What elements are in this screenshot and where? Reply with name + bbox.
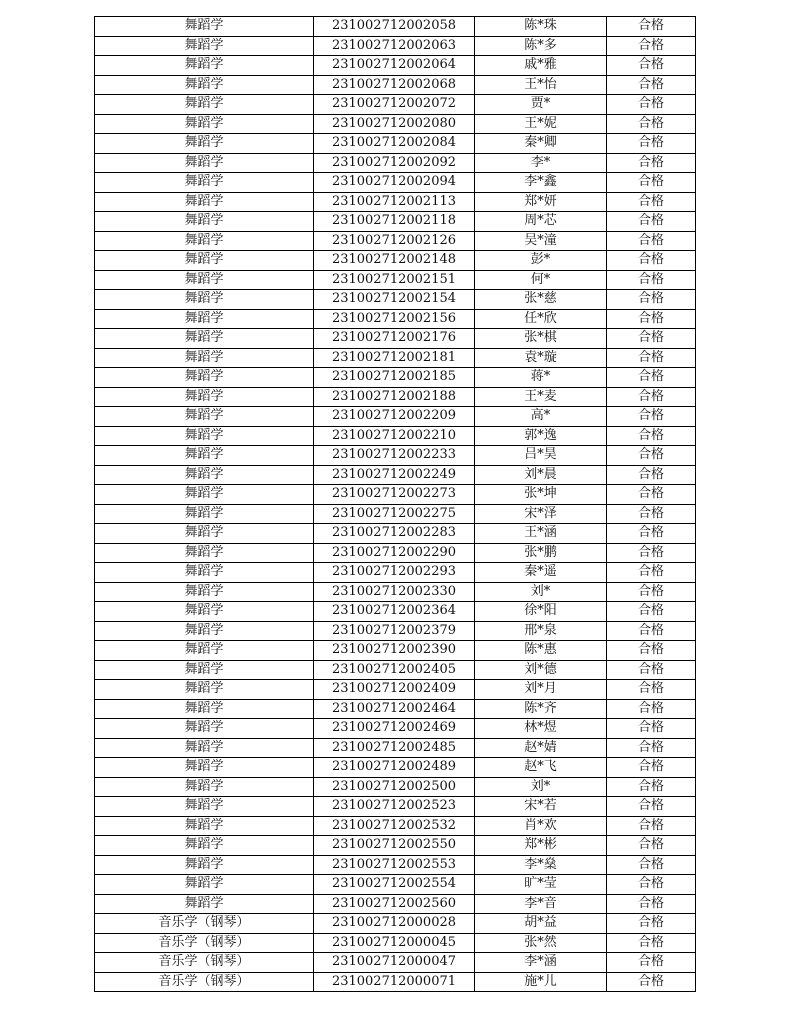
result-cell: 合格 [607,563,696,583]
result-cell: 合格 [607,602,696,622]
candidate-name-cell: 郑*妍 [475,192,607,212]
candidate-name-cell: 秦*卿 [475,134,607,154]
result-cell: 合格 [607,368,696,388]
exam-number-cell: 231002712002554 [314,875,475,895]
table-row [95,75,696,95]
major-cell: 舞蹈学 [95,875,314,895]
exam-number-cell: 231002712002063 [314,36,475,56]
major-cell: 舞蹈学 [95,602,314,622]
table-row [95,17,696,37]
table-row [95,426,696,446]
table-row [95,95,696,115]
result-cell: 合格 [607,894,696,914]
table-row [95,368,696,388]
table-row [95,153,696,173]
major-cell: 舞蹈学 [95,582,314,602]
result-cell: 合格 [607,816,696,836]
table-row [95,407,696,427]
exam-number-cell: 231002712002154 [314,290,475,310]
result-cell: 合格 [607,446,696,466]
table-row [95,875,696,895]
table-row [95,504,696,524]
major-cell: 舞蹈学 [95,173,314,193]
major-cell: 舞蹈学 [95,114,314,134]
exam-number-cell: 231002712002072 [314,95,475,115]
table-row [95,173,696,193]
table-row [95,56,696,76]
candidate-name-cell: 陈*珠 [475,17,607,37]
table-row [95,894,696,914]
major-cell: 舞蹈学 [95,56,314,76]
candidate-name-cell: 肖*欢 [475,816,607,836]
exam-number-cell: 231002712002275 [314,504,475,524]
table-row [95,524,696,544]
exam-number-cell: 231002712002210 [314,426,475,446]
candidate-name-cell: 刘*月 [475,680,607,700]
result-cell: 合格 [607,972,696,992]
exam-number-cell: 231002712002064 [314,56,475,76]
major-cell: 舞蹈学 [95,95,314,115]
candidate-name-cell: 陈*惠 [475,641,607,661]
candidate-name-cell: 彭* [475,251,607,271]
table-row [95,758,696,778]
candidate-name-cell: 李* [475,153,607,173]
candidate-name-cell: 施*儿 [475,972,607,992]
table-row [95,972,696,992]
major-cell: 舞蹈学 [95,348,314,368]
exam-number-cell: 231002712002283 [314,524,475,544]
table-row [95,231,696,251]
candidate-name-cell: 吕*昊 [475,446,607,466]
result-cell: 合格 [607,758,696,778]
table-row [95,602,696,622]
candidate-name-cell: 刘*晨 [475,465,607,485]
result-cell: 合格 [607,407,696,427]
candidate-name-cell: 刘*德 [475,660,607,680]
exam-number-cell: 231002712002523 [314,797,475,817]
major-cell: 舞蹈学 [95,407,314,427]
major-cell: 舞蹈学 [95,524,314,544]
result-cell: 合格 [607,309,696,329]
exam-number-cell: 231002712002469 [314,719,475,739]
candidate-name-cell: 刘* [475,582,607,602]
table-row [95,680,696,700]
exam-number-cell: 231002712002092 [314,153,475,173]
major-cell: 舞蹈学 [95,309,314,329]
exam-number-cell: 231002712002209 [314,407,475,427]
candidate-name-cell: 戚*雅 [475,56,607,76]
major-cell: 舞蹈学 [95,504,314,524]
major-cell: 舞蹈学 [95,660,314,680]
major-cell: 舞蹈学 [95,699,314,719]
major-cell: 舞蹈学 [95,758,314,778]
major-cell: 舞蹈学 [95,816,314,836]
exam-number-cell: 231002712002185 [314,368,475,388]
table-row [95,836,696,856]
table-row [95,348,696,368]
major-cell: 音乐学（钢琴） [95,914,314,934]
major-cell: 音乐学（钢琴） [95,953,314,973]
major-cell: 舞蹈学 [95,797,314,817]
result-cell: 合格 [607,855,696,875]
table-row [95,563,696,583]
candidate-name-cell: 王*怡 [475,75,607,95]
major-cell: 舞蹈学 [95,563,314,583]
candidate-name-cell: 周*芯 [475,212,607,232]
candidate-name-cell: 张*然 [475,933,607,953]
table-row [95,114,696,134]
table-row [95,738,696,758]
table-row [95,660,696,680]
exam-number-cell: 231002712002293 [314,563,475,583]
candidate-name-cell: 张*棋 [475,329,607,349]
major-cell: 舞蹈学 [95,894,314,914]
result-cell: 合格 [607,699,696,719]
table-row [95,797,696,817]
exam-number-cell: 231002712000028 [314,914,475,934]
major-cell: 舞蹈学 [95,719,314,739]
result-cell: 合格 [607,875,696,895]
results-sheet [94,16,696,992]
candidate-name-cell: 李*音 [475,894,607,914]
results-table [94,16,696,992]
major-cell: 音乐学（钢琴） [95,972,314,992]
candidate-name-cell: 林*煜 [475,719,607,739]
candidate-name-cell: 何* [475,270,607,290]
result-cell: 合格 [607,465,696,485]
result-cell: 合格 [607,524,696,544]
result-cell: 合格 [607,290,696,310]
exam-number-cell: 231002712002330 [314,582,475,602]
result-cell: 合格 [607,75,696,95]
result-cell: 合格 [607,680,696,700]
exam-number-cell: 231002712002390 [314,641,475,661]
result-cell: 合格 [607,777,696,797]
table-row [95,329,696,349]
exam-number-cell: 231002712002532 [314,816,475,836]
table-row [95,621,696,641]
exam-number-cell: 231002712002148 [314,251,475,271]
candidate-name-cell: 张*坤 [475,485,607,505]
result-cell: 合格 [607,114,696,134]
table-row [95,582,696,602]
exam-number-cell: 231002712002126 [314,231,475,251]
table-row [95,387,696,407]
exam-number-cell: 231002712002550 [314,836,475,856]
table-row [95,309,696,329]
candidate-name-cell: 王*麦 [475,387,607,407]
result-cell: 合格 [607,641,696,661]
result-cell: 合格 [607,36,696,56]
candidate-name-cell: 郑*彬 [475,836,607,856]
exam-number-cell: 231002712002485 [314,738,475,758]
table-row [95,719,696,739]
result-cell: 合格 [607,251,696,271]
table-row [95,699,696,719]
exam-number-cell: 231002712002273 [314,485,475,505]
exam-number-cell: 231002712002290 [314,543,475,563]
table-row [95,777,696,797]
result-cell: 合格 [607,621,696,641]
exam-number-cell: 231002712000071 [314,972,475,992]
result-cell: 合格 [607,914,696,934]
exam-number-cell: 231002712002188 [314,387,475,407]
major-cell: 舞蹈学 [95,777,314,797]
major-cell: 舞蹈学 [95,36,314,56]
exam-number-cell: 231002712002058 [314,17,475,37]
result-cell: 合格 [607,231,696,251]
exam-number-cell: 231002712002464 [314,699,475,719]
major-cell: 舞蹈学 [95,75,314,95]
candidate-name-cell: 邢*泉 [475,621,607,641]
candidate-name-cell: 袁*璇 [475,348,607,368]
candidate-name-cell: 王*妮 [475,114,607,134]
major-cell: 舞蹈学 [95,251,314,271]
exam-number-cell: 231002712002080 [314,114,475,134]
major-cell: 音乐学（钢琴） [95,933,314,953]
major-cell: 舞蹈学 [95,446,314,466]
exam-number-cell: 231002712002233 [314,446,475,466]
major-cell: 舞蹈学 [95,290,314,310]
candidate-name-cell: 吴*潼 [475,231,607,251]
major-cell: 舞蹈学 [95,543,314,563]
exam-number-cell: 231002712002118 [314,212,475,232]
candidate-name-cell: 任*欣 [475,309,607,329]
result-cell: 合格 [607,192,696,212]
major-cell: 舞蹈学 [95,134,314,154]
result-cell: 合格 [607,56,696,76]
major-cell: 舞蹈学 [95,426,314,446]
major-cell: 舞蹈学 [95,680,314,700]
result-cell: 合格 [607,329,696,349]
candidate-name-cell: 王*涵 [475,524,607,544]
major-cell: 舞蹈学 [95,641,314,661]
result-cell: 合格 [607,426,696,446]
major-cell: 舞蹈学 [95,212,314,232]
result-cell: 合格 [607,153,696,173]
candidate-name-cell: 宋*泽 [475,504,607,524]
table-row [95,543,696,563]
result-cell: 合格 [607,504,696,524]
major-cell: 舞蹈学 [95,855,314,875]
table-row [95,134,696,154]
table-row [95,933,696,953]
candidate-name-cell: 高* [475,407,607,427]
table-row [95,641,696,661]
result-cell: 合格 [607,719,696,739]
exam-number-cell: 231002712002113 [314,192,475,212]
exam-number-cell: 231002712002084 [314,134,475,154]
candidate-name-cell: 赵*婧 [475,738,607,758]
exam-number-cell: 231002712002409 [314,680,475,700]
candidate-name-cell: 贾* [475,95,607,115]
major-cell: 舞蹈学 [95,485,314,505]
exam-number-cell: 231002712002181 [314,348,475,368]
major-cell: 舞蹈学 [95,621,314,641]
table-row [95,953,696,973]
candidate-name-cell: 李*鑫 [475,173,607,193]
exam-number-cell: 231002712002156 [314,309,475,329]
major-cell: 舞蹈学 [95,231,314,251]
candidate-name-cell: 宋*若 [475,797,607,817]
table-row [95,914,696,934]
exam-number-cell: 231002712002151 [314,270,475,290]
result-cell: 合格 [607,17,696,37]
exam-number-cell: 231002712002553 [314,855,475,875]
result-cell: 合格 [607,173,696,193]
result-cell: 合格 [607,134,696,154]
candidate-name-cell: 赵*飞 [475,758,607,778]
result-cell: 合格 [607,933,696,953]
table-row [95,192,696,212]
exam-number-cell: 231002712002560 [314,894,475,914]
exam-number-cell: 231002712002094 [314,173,475,193]
exam-number-cell: 231002712002176 [314,329,475,349]
candidate-name-cell: 刘* [475,777,607,797]
table-row [95,36,696,56]
table-row [95,485,696,505]
candidate-name-cell: 李*燊 [475,855,607,875]
major-cell: 舞蹈学 [95,738,314,758]
candidate-name-cell: 陈*多 [475,36,607,56]
result-cell: 合格 [607,543,696,563]
exam-number-cell: 231002712002249 [314,465,475,485]
candidate-name-cell: 郭*逸 [475,426,607,446]
candidate-name-cell: 旷*莹 [475,875,607,895]
result-cell: 合格 [607,738,696,758]
result-cell: 合格 [607,387,696,407]
major-cell: 舞蹈学 [95,329,314,349]
candidate-name-cell: 徐*阳 [475,602,607,622]
exam-number-cell: 231002712000047 [314,953,475,973]
exam-number-cell: 231002712002364 [314,602,475,622]
major-cell: 舞蹈学 [95,192,314,212]
table-row [95,855,696,875]
table-row [95,270,696,290]
table-row [95,251,696,271]
major-cell: 舞蹈学 [95,465,314,485]
major-cell: 舞蹈学 [95,836,314,856]
result-cell: 合格 [607,660,696,680]
exam-number-cell: 231002712002068 [314,75,475,95]
result-cell: 合格 [607,953,696,973]
major-cell: 舞蹈学 [95,270,314,290]
result-cell: 合格 [607,582,696,602]
candidate-name-cell: 秦*遥 [475,563,607,583]
table-row [95,465,696,485]
candidate-name-cell: 蒋* [475,368,607,388]
result-cell: 合格 [607,212,696,232]
candidate-name-cell: 张*慈 [475,290,607,310]
result-cell: 合格 [607,836,696,856]
table-row [95,446,696,466]
result-cell: 合格 [607,95,696,115]
result-cell: 合格 [607,348,696,368]
major-cell: 舞蹈学 [95,17,314,37]
candidate-name-cell: 李*涵 [475,953,607,973]
major-cell: 舞蹈学 [95,368,314,388]
results-table-body [95,17,696,992]
table-row [95,290,696,310]
exam-number-cell: 231002712000045 [314,933,475,953]
table-row [95,212,696,232]
table-row [95,816,696,836]
exam-number-cell: 231002712002379 [314,621,475,641]
exam-number-cell: 231002712002405 [314,660,475,680]
candidate-name-cell: 陈*齐 [475,699,607,719]
result-cell: 合格 [607,485,696,505]
candidate-name-cell: 张*鹏 [475,543,607,563]
candidate-name-cell: 胡*益 [475,914,607,934]
result-cell: 合格 [607,797,696,817]
result-cell: 合格 [607,270,696,290]
major-cell: 舞蹈学 [95,387,314,407]
major-cell: 舞蹈学 [95,153,314,173]
exam-number-cell: 231002712002489 [314,758,475,778]
exam-number-cell: 231002712002500 [314,777,475,797]
